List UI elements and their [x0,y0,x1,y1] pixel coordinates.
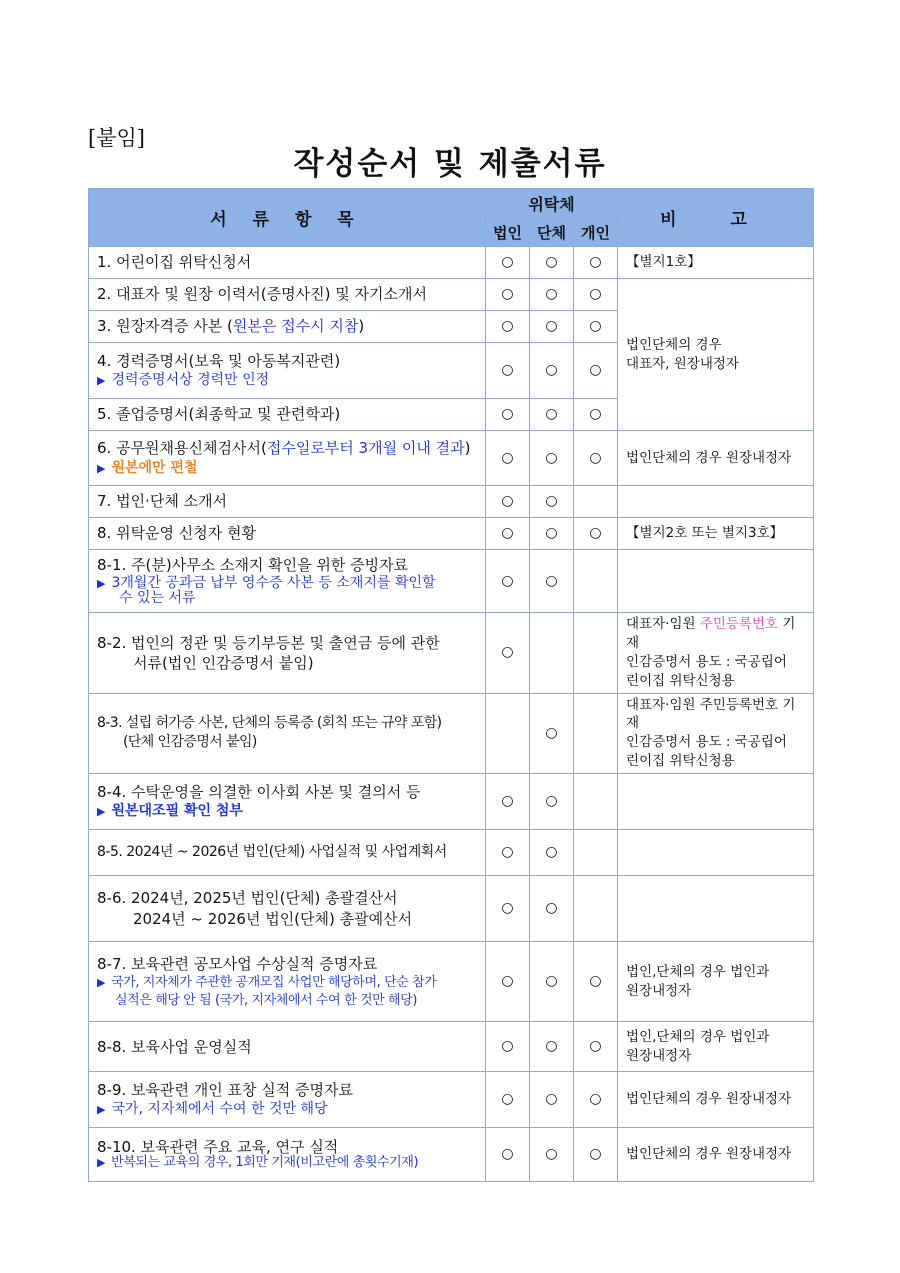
table-row [89,774,814,830]
sub-text: 국가, 지자체에서 수여 한 것만 해당 [111,1101,328,1118]
mark-indiv [574,876,618,942]
mark-indiv [574,830,618,876]
label-highlight: 접수일로부터 3개월 이내 결과 [266,439,465,458]
remark [618,1022,814,1072]
item-label: 8-5. 2024년 ~ 2026년 법인(단체) 사업실적 및 사업계획서 [89,830,486,876]
item-label [89,774,486,830]
label-main: 8-10. 보육관련 주요 교육, 연구 실적 [97,1137,339,1156]
item-label [89,1128,486,1182]
item-label [89,311,486,343]
mark-corp: ○ [486,279,530,311]
sub-text: 경력증명서상 경력만 인정 [111,372,270,389]
label-part: 3. 원장자격증 사본 ( [97,317,233,336]
mark-corp: ○ [486,1022,530,1072]
mark-indiv [574,550,618,613]
mark-indiv: ○ [574,1072,618,1128]
remark-merged [618,279,814,431]
mark-indiv: ○ [574,942,618,1022]
header-corporation: 법인 [486,218,530,247]
label-main: 8-9. 보육관련 개인 표창 실적 증명자료 [97,1081,353,1100]
table-row [89,613,814,694]
header-individual: 개인 [574,218,618,247]
mark-corp: ○ [486,311,530,343]
mark-corp: ○ [486,942,530,1022]
header-group: 단체 [530,218,574,247]
remark-line [626,615,805,653]
remark: 【별지1호】 [618,247,814,279]
mark-group: ○ [530,1022,574,1072]
table-row [89,876,814,942]
attachment-label: [붙임] [88,126,145,150]
remark [618,774,814,830]
item-label: 8-8. 보육사업 운영실적 [89,1022,486,1072]
remark [618,613,814,694]
label-part: ) [358,317,365,336]
mark-corp: ○ [486,830,530,876]
sub-text: 원본에만 편철 [111,459,198,476]
table-row [89,693,814,774]
mark-group: ○ [530,1072,574,1128]
sub-text: 원본대조필 확인 첨부 [111,803,243,820]
item-label: 7. 법인·단체 소개서 [89,486,486,518]
item-label: 1. 어린이집 위탁신청서 [89,247,486,279]
item-label [89,613,486,694]
mark-group: ○ [530,876,574,942]
remark-line: 원장내정자 [626,982,692,999]
remark [618,942,814,1022]
bullet-icon: ▶ [97,461,106,475]
remark-line: 린이집 위탁신청용 [626,672,735,689]
mark-indiv [574,693,618,774]
label-main: 4. 경력증명서(보육 및 아동복지관련) [97,351,341,370]
remark [618,486,814,518]
bullet-icon: ▶ [97,976,106,990]
table-row [89,1022,814,1072]
item-label [89,693,486,774]
table-row [89,942,814,1022]
mark-indiv: ○ [574,247,618,279]
mark-corp: ○ [486,774,530,830]
label-part: ) [464,439,471,458]
item-label: 2. 대표자 및 원장 이력서(증명사진) 및 자기소개서 [89,279,486,311]
mark-corp: ○ [486,399,530,431]
mark-corp: ○ [486,247,530,279]
bullet-icon: ▶ [97,1155,106,1169]
bullet-icon: ▶ [97,374,106,388]
item-label [89,1072,486,1128]
item-label [89,942,486,1022]
mark-corp: ○ [486,343,530,399]
remark [618,550,814,613]
table-row [89,1128,814,1182]
label-main: 8-7. 보육관련 공모사업 수상실적 증명자료 [97,954,378,973]
page-title: 작성순서 및 제출서류 [293,146,607,182]
sub-note [97,974,477,992]
mark-group: ○ [530,942,574,1022]
mark-group: ○ [530,774,574,830]
label-line: 8-3. 설립 허가증 사본, 단체의 등록증 (회칙 또는 규약 포함) [97,715,442,732]
mark-corp: ○ [486,486,530,518]
sub-text-cont: 실적은 해당 안 됨 (국가, 지자체에서 수여 한 것만 해당) [115,992,417,1008]
header-entrust: 위탁체 [486,189,618,218]
label-line: 8-2. 법인의 정관 및 등기부등본 및 출연금 등에 관한 [97,633,440,652]
sub-note [97,1100,477,1119]
mark-indiv: ○ [574,1022,618,1072]
label-main [97,438,477,458]
table-row [89,247,814,279]
remark: 법인단체의 경우 원장내정자 [618,1128,814,1182]
mark-group: ○ [530,279,574,311]
mark-corp: ○ [486,550,530,613]
remark-line: 인감증명서 용도 : 국공립어 [626,734,787,751]
sub-note [97,459,477,478]
sub-note [97,1156,477,1171]
label-main: 8-4. 수탁운영을 의결한 이사회 사본 및 결의서 등 [97,783,421,802]
mark-corp: ○ [486,1128,530,1182]
remark: 【별지2호 또는 별지3호】 [618,518,814,550]
item-label [89,343,486,399]
mark-indiv: ○ [574,311,618,343]
mark-group: ○ [530,247,574,279]
label-line: (단체 인감증명서 붙임) [123,734,257,751]
label-line: 8-6. 2024년, 2025년 법인(단체) 총괄결산서 [97,889,398,908]
table-row [89,1072,814,1128]
mark-corp: ○ [486,518,530,550]
mark-corp: ○ [486,613,530,694]
mark-indiv [574,486,618,518]
remark-line: 법인,단체의 경우 법인과 [626,963,770,980]
bullet-icon: ▶ [97,805,106,819]
mark-group: ○ [530,311,574,343]
label-line: 2024년 ~ 2026년 법인(단체) 총괄예산서 [133,909,413,928]
remark-line: 법인단체의 경우 [626,336,722,353]
mark-indiv: ○ [574,343,618,399]
document-table [88,188,814,1182]
mark-group: ○ [530,486,574,518]
mark-group: ○ [530,343,574,399]
mark-indiv: ○ [574,518,618,550]
label-part: 6. 공무원채용신체검사서( [97,439,267,458]
sub-note [97,371,477,390]
item-label [89,876,486,942]
remark [618,693,814,774]
remark: 법인단체의 경우 원장내정자 [618,431,814,486]
table-row [89,431,814,486]
table-row [89,279,814,311]
remark [618,830,814,876]
remark-line: 대표자, 원장내정자 [626,355,739,372]
table-row [89,830,814,876]
label-line: 서류(법인 인감증명서 붙임) [133,653,314,672]
label-highlight: 원본은 접수시 지참 [232,317,359,336]
mark-corp [486,693,530,774]
table-row [89,486,814,518]
remark-part: 기재 [626,616,796,651]
mark-group: ○ [530,431,574,486]
item-label: 5. 졸업증명서(최종학교 및 관련학과) [89,399,486,431]
remark-line: 법인,단체의 경우 법인과 [626,1028,770,1045]
mark-indiv [574,774,618,830]
remark-part: 대표자·임원 [626,616,700,632]
mark-group [530,613,574,694]
header-documents: 서 류 항 목 [89,189,486,247]
mark-indiv: ○ [574,431,618,486]
remark-line: 인감증명서 용도 : 국공립어 [626,653,787,670]
mark-group: ○ [530,550,574,613]
mark-group: ○ [530,693,574,774]
table-row [89,518,814,550]
remark-line: 린이집 위탁신청용 [626,753,735,770]
header-remarks: 비 고 [618,189,814,247]
sub-note [97,576,477,591]
item-label [89,550,486,613]
remark-highlight: 주민등록번호 [699,616,779,632]
remark [618,876,814,942]
mark-group: ○ [530,399,574,431]
mark-indiv: ○ [574,399,618,431]
sub-text: 반복되는 교육의 경우, 1회만 기재(비고란에 총횟수기재) [111,1154,419,1170]
mark-corp: ○ [486,1072,530,1128]
mark-corp: ○ [486,876,530,942]
item-label [89,431,486,486]
mark-group: ○ [530,518,574,550]
sub-text: 3개월간 공과금 납부 영수증 사본 등 소재지를 확인할 [111,574,436,591]
mark-indiv: ○ [574,1128,618,1182]
sub-note [97,802,477,821]
label-main: 8-1. 주(분)사무소 소재지 확인을 위한 증빙자료 [97,556,409,575]
mark-group: ○ [530,1128,574,1182]
remark: 법인단체의 경우 원장내정자 [618,1072,814,1128]
sub-text: 국가, 지자체가 주관한 공개모집 사업만 해당하며, 단순 참가 [111,975,437,991]
mark-corp: ○ [486,431,530,486]
remark-line: 대표자·임원 주민등록번호 기재 [626,696,796,732]
sub-text-cont: 수 있는 서류 [119,590,196,607]
bullet-icon: ▶ [97,576,106,590]
mark-indiv: ○ [574,279,618,311]
table-row [89,550,814,613]
mark-group: ○ [530,830,574,876]
remark-line: 원장내정자 [626,1047,692,1064]
mark-indiv [574,613,618,694]
bullet-icon: ▶ [97,1103,106,1117]
item-label: 8. 위탁운영 신청자 현황 [89,518,486,550]
